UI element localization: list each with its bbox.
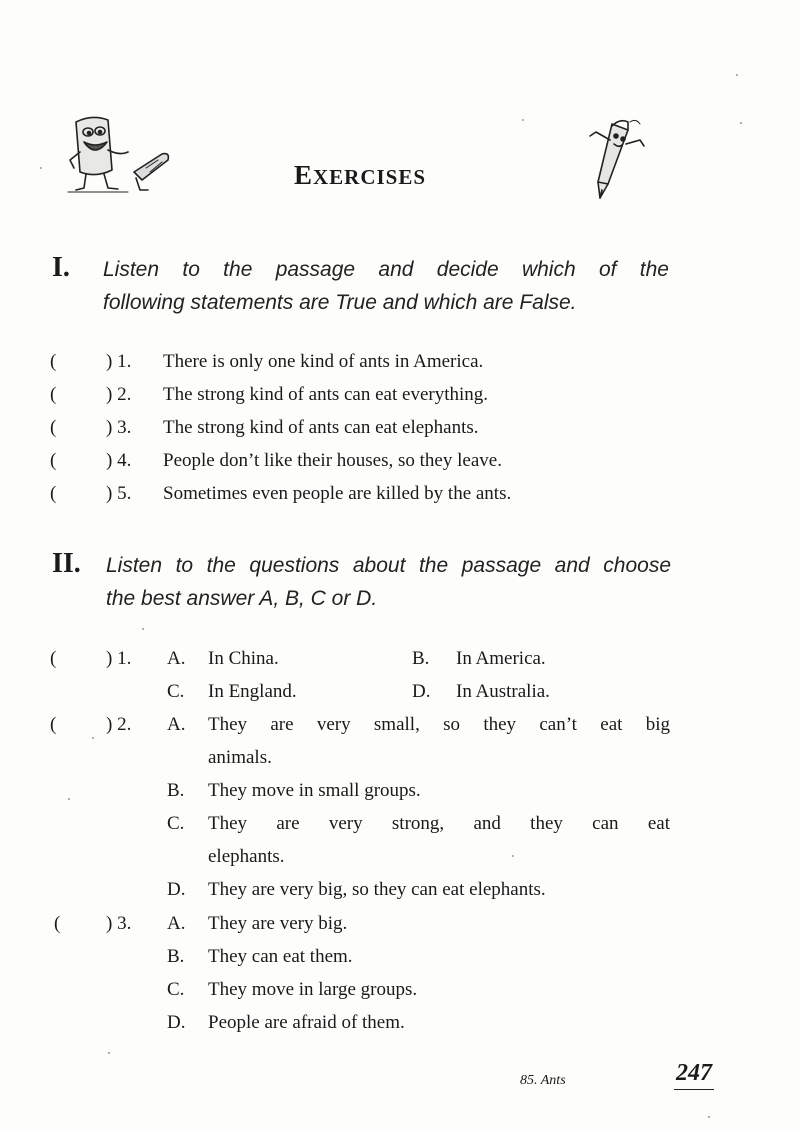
item-text: The strong kind of ants can eat everything. — [163, 384, 489, 405]
section-1-number: I. — [52, 252, 70, 283]
scan-speck — [92, 737, 94, 739]
question-2 — [50, 708, 680, 906]
option-c-line-1: They are very strong, and they can eat — [208, 813, 670, 834]
section-2-instruction — [106, 549, 671, 615]
scan-speck — [522, 119, 524, 121]
option-b-text: They move in small groups. — [208, 780, 421, 801]
question-1 — [50, 642, 680, 708]
scan-speck — [142, 628, 144, 630]
option-a-text: In China. — [208, 648, 279, 669]
item-number: ) 1. — [106, 351, 132, 372]
option-a-line-2: animals. — [208, 747, 272, 768]
option-a-line-1: They are very small, so they can’t eat big — [208, 714, 670, 735]
option-a-text: They are very big. — [208, 913, 348, 934]
option-b-letter: B. — [167, 780, 185, 801]
answer-blank[interactable]: ( — [50, 648, 57, 669]
option-a-letter: A. — [167, 913, 186, 934]
option-b-text: They can eat them. — [208, 946, 353, 967]
question-number: ) 1. — [106, 648, 132, 669]
scan-speck — [740, 122, 742, 124]
section-2-instruction-line-1: Listen to the questions about the passage and choose — [106, 554, 671, 577]
option-a-letter: A. — [167, 714, 186, 735]
item-number: ) 5. — [106, 483, 132, 504]
section-1-instruction-line-2: following statements are True and which are False. — [103, 291, 577, 314]
section-2-number: II. — [52, 548, 81, 579]
option-d-letter: D. — [167, 879, 186, 900]
option-a-letter: A. — [167, 648, 186, 669]
option-d-text: They are very big, so they can eat elephants. — [208, 879, 546, 900]
footer-lesson-label: 85. Ants — [520, 1073, 566, 1088]
answer-blank[interactable]: ( — [50, 417, 57, 438]
option-c-letter: C. — [167, 979, 185, 1000]
question-3 — [50, 907, 680, 1039]
item-number: ) 3. — [106, 417, 132, 438]
answer-blank[interactable]: ( — [54, 913, 61, 934]
item-text: The strong kind of ants can eat elephants. — [163, 417, 479, 438]
answer-blank[interactable]: ( — [50, 351, 57, 372]
option-d-text: People are afraid of them. — [208, 1012, 405, 1033]
scan-speck — [708, 1116, 710, 1118]
section-2-instruction-line-2: the best answer A, B, C or D. — [106, 587, 378, 610]
option-c-text: They move in large groups. — [208, 979, 418, 1000]
item-number: ) 2. — [106, 384, 132, 405]
scan-speck — [68, 798, 70, 800]
option-c-letter: C. — [167, 681, 185, 702]
option-c-text: In England. — [208, 681, 297, 702]
question-number: ) 2. — [106, 714, 132, 735]
scan-speck — [40, 167, 42, 169]
option-b-letter: B. — [167, 946, 185, 967]
item-text: People don’t like their houses, so they leave. — [163, 450, 502, 471]
page-number: 247 — [674, 1060, 714, 1090]
scan-speck — [736, 74, 738, 76]
option-d-text: In Australia. — [456, 681, 550, 702]
option-d-letter: D. — [167, 1012, 186, 1033]
scan-speck — [512, 855, 514, 857]
item-text: Sometimes even people are killed by the ants. — [163, 483, 512, 504]
item-text: There is only one kind of ants in America. — [163, 351, 484, 372]
section-1-instruction — [103, 253, 669, 319]
item-number: ) 4. — [106, 450, 132, 471]
option-c-line-2: elephants. — [208, 846, 285, 867]
answer-blank[interactable]: ( — [50, 450, 57, 471]
option-b-letter: B. — [412, 648, 430, 669]
answer-blank[interactable]: ( — [50, 714, 57, 735]
answer-blank[interactable]: ( — [50, 384, 57, 405]
option-b-text: In America. — [456, 648, 546, 669]
answer-blank[interactable]: ( — [50, 483, 57, 504]
option-d-letter: D. — [412, 681, 431, 702]
section-1-instruction-line-1: Listen to the passage and decide which of the — [103, 258, 669, 281]
option-c-letter: C. — [167, 813, 185, 834]
title-rest: XERCISES — [312, 165, 427, 189]
cartoon-pencil-icon — [582, 110, 652, 202]
title-initial: E — [293, 160, 313, 190]
question-number: ) 3. — [106, 913, 132, 934]
scan-speck — [108, 1052, 110, 1054]
